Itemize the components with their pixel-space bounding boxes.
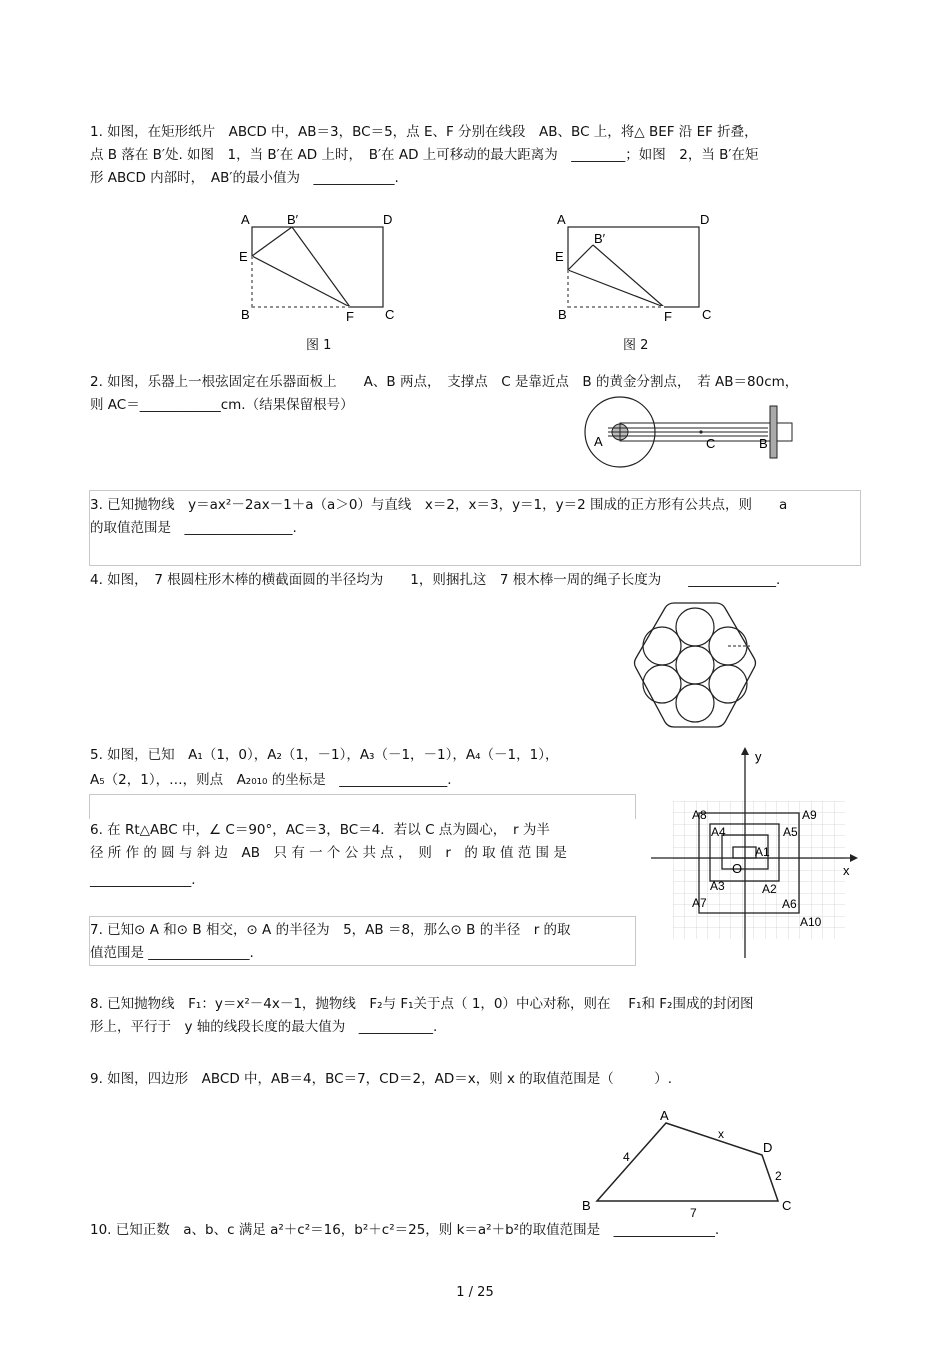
axis-x-label: x [843, 863, 850, 878]
point-a1-label: A1 [755, 845, 770, 859]
problem-8-line-1: 8. 已知抛物线 F₁：y＝x²－4x－1，抛物线 F₂与 F₁关于点（ 1，0）中心对称，则在 F₁和 F₂围成的封闭图 [90, 996, 754, 1012]
side-bc-label: 7 [690, 1206, 697, 1220]
problem-7-line-2: 值范围是 _______________. [90, 945, 254, 961]
point-a5-label: A5 [783, 825, 798, 839]
problem-6-line-2: 径 所 作 的 圆 与 斜 边 AB 只 有 一 个 公 共 点 ， 则 r 的 取 值 范 围 是 [90, 845, 567, 861]
seven-circles-figure [630, 600, 760, 736]
problem-7-line-1: 7. 已知⊙ A 和⊙ B 相交，⊙ A 的半径为 5，AB ＝8，那么⊙ B 的半径 r 的取 [90, 922, 571, 938]
point-a4-label: A4 [711, 825, 726, 839]
fig1-label-e: E [239, 249, 248, 264]
quad-label-d: D [763, 1140, 773, 1155]
fig1-label-a: A [241, 212, 250, 227]
problem-1-line-1: 1. 如图，在矩形纸片 ABCD 中，AB＝3，BC＝5，点 E、F 分别在线段 AB、BC 上，将△ BEF 沿 EF 折叠， [90, 124, 758, 140]
fig1-label-b: B [241, 307, 250, 322]
instrument-label-b: B [759, 436, 768, 451]
origin-label: O [732, 861, 743, 876]
fig1-label-d: D [383, 212, 393, 227]
side-ab-label: 4 [623, 1150, 630, 1164]
fig2-label-f: F [664, 309, 672, 324]
figure-2 [546, 205, 726, 330]
point-a9-label: A9 [802, 808, 817, 822]
point-a6-label: A6 [782, 897, 797, 911]
point-a7-label: A7 [692, 896, 707, 910]
spiral-grid-figure [645, 743, 860, 968]
side-cd-label: 2 [775, 1169, 782, 1183]
problem-6-box [89, 794, 636, 819]
fig2-label-b-prime: B′ [594, 231, 606, 246]
fig2-label-c: C [702, 307, 712, 322]
quad-label-c: C [782, 1198, 792, 1213]
point-a10-label: A10 [800, 915, 822, 929]
quad-label-b: B [582, 1198, 591, 1213]
problem-2-line-2: 则 AC＝____________cm.（结果保留根号） [90, 397, 354, 413]
figure-1 [230, 205, 410, 330]
problem-8-line-2: 形上，平行于 y 轴的线段长度的最大值为 ___________. [90, 1019, 438, 1035]
fig2-label-a: A [557, 212, 566, 227]
instrument-label-c: C [706, 436, 716, 451]
problem-6-line-3: _______________. [90, 872, 196, 888]
problem-10-line-1: 10. 已知正数 a、b、c 满足 a²＋c²＝16，b²＋c²＝25，则 k＝a²＋b²的取值范围是 _______________. [90, 1222, 720, 1238]
fig1-label-c: C [385, 307, 395, 322]
problem-3-line-1: 3. 已知抛物线 y＝ax²－2ax－1＋a（a＞0）与直线 x＝2，x＝3，y＝1，y＝2 围成的正方形有公共点，则 a [90, 497, 788, 513]
point-a2-label: A2 [762, 882, 777, 896]
problem-5-line-2: A₅（2，1），…，则点 A₂₀₁₀ 的坐标是 ________________. [90, 772, 452, 788]
axis-y-label: y [755, 749, 762, 764]
instrument-figure [578, 393, 798, 473]
problem-4-line-1: 4. 如图， 7 根圆柱形木棒的横截面圆的半径均为 1，则捆扎这 7 根木棒一周的绳子长度为 _____________. [90, 572, 781, 588]
instrument-label-a: A [594, 434, 603, 449]
side-ad-label: x [718, 1127, 724, 1141]
fig2-label-e: E [555, 249, 564, 264]
problem-1-line-2: 点 B 落在 B′处. 如图 1，当 B′在 AD 上时， B′在 AD 上可移动的最大距离为 ________；如图 2，当 B′在矩 [90, 147, 759, 163]
point-a8-label: A8 [692, 808, 707, 822]
problem-1-line-3: 形 ABCD 内部时， AB′的最小值为 ____________. [90, 170, 399, 186]
quadrilateral-figure [575, 1105, 805, 1220]
quad-label-a: A [660, 1108, 669, 1123]
problem-3-line-2: 的取值范围是 ________________. [90, 520, 297, 536]
problem-9-line-1: 9. 如图，四边形 ABCD 中，AB＝4，BC＝7，CD＝2，AD＝x，则 x 的取值范围是（ ）. [90, 1071, 673, 1087]
fig2-label-b: B [558, 307, 567, 322]
fig1-label-b-prime: B′ [287, 212, 299, 227]
problem-5-line-1: 5. 如图，已知 A₁（1，0），A₂（1，－1），A₃（－1，－1），A₄（－1，1）， [90, 747, 559, 763]
page-number: 1 / 25 [456, 1285, 494, 1300]
figure-1-caption: 图 1 [306, 338, 332, 353]
problem-6-line-1: 6. 在 Rt△ABC 中，∠ C＝90°，AC＝3，BC＝4．若以 C 点为圆心， r 为半 [90, 822, 550, 838]
fig1-label-f: F [346, 309, 354, 324]
fig2-label-d: D [700, 212, 710, 227]
problem-2-line-1: 2. 如图，乐器上一根弦固定在乐器面板上 A、B 两点， 支撑点 C 是靠近点 B 的黄金分割点， 若 AB＝80cm， [90, 374, 799, 390]
figure-2-caption: 图 2 [623, 338, 649, 353]
point-a3-label: A3 [710, 879, 725, 893]
